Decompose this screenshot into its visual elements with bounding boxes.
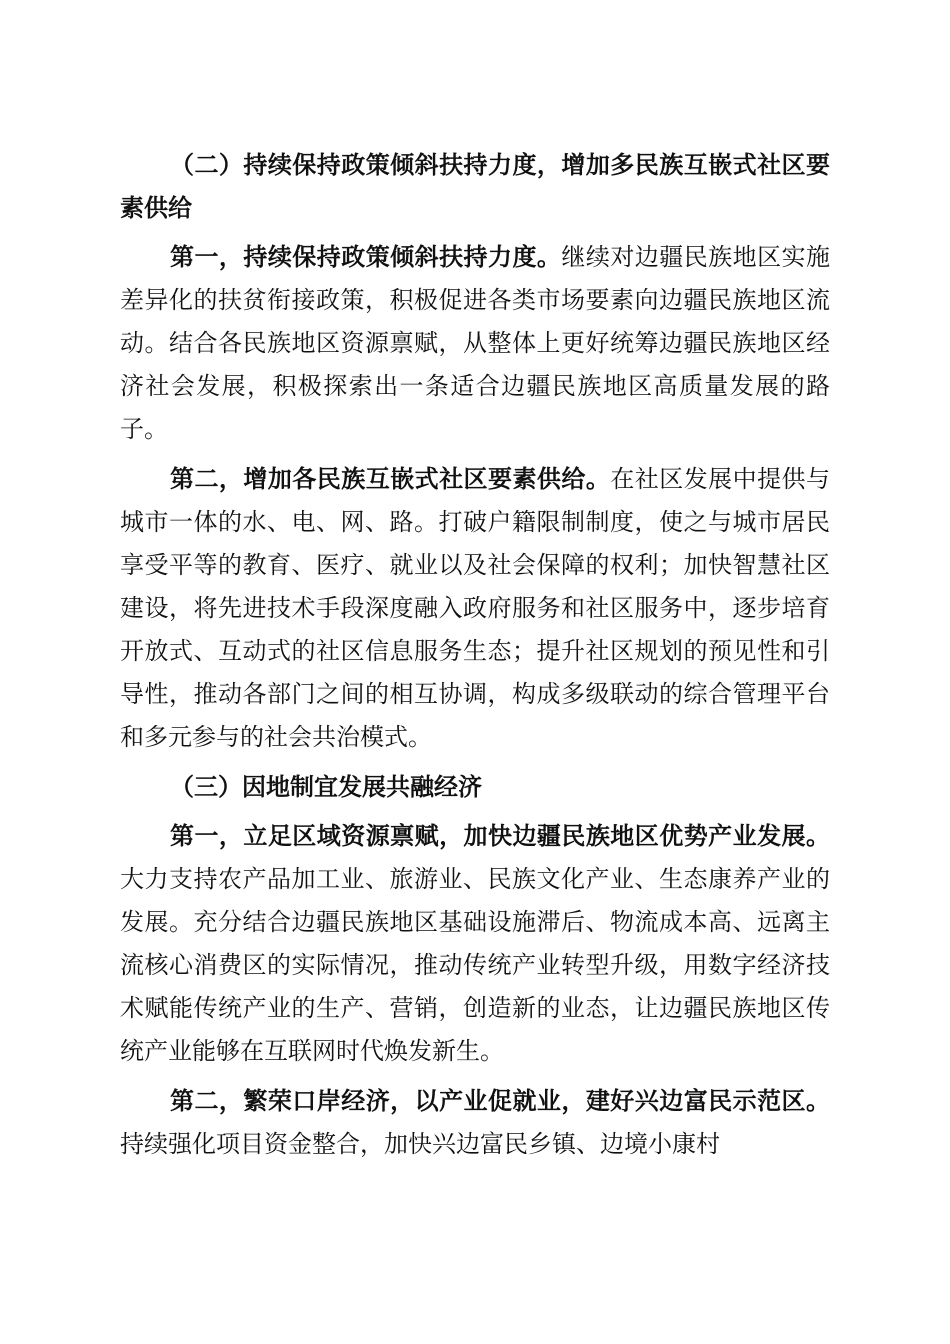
section-heading-2: [120, 143, 830, 229]
paragraph-policy-support-lead: 第一，持续保持政策倾斜扶持力度。: [170, 242, 562, 271]
section-heading-3: [120, 765, 830, 808]
paragraph-policy-support: [120, 235, 830, 451]
paragraph-regional-industry-body: 大力支持农产品加工业、旅游业、民族文化产业、生态康养产业的发展。充分结合边疆民族地区基础设施滞后、物流成本高、远离主流核心消费区的实际情况，推动传统产业转型升级，用数字经济技术赋能传统产业的生产、营销，创造新的业态，让边疆民族地区传统产业能够在互联网时代焕发新生。: [120, 865, 830, 1065]
paragraph-policy-support-body: 继续对边疆民族地区实施差异化的扶贫衔接政策，积极促进各类市场要素向边疆民族地区流动。结合各民族地区资源禀赋，从整体上更好统筹边疆民族地区经济社会发展，积极探索出一条适合边疆民族地区高质量发展的路子。: [120, 243, 831, 443]
paragraph-regional-industry: [120, 814, 830, 1073]
paragraph-regional-industry-lead: 第一，立足区域资源禀赋，加快边疆民族地区优势产业发展。: [170, 821, 830, 850]
section-heading-2-text: （二）持续保持政策倾斜扶持力度，增加多民族互嵌式社区要素供给: [120, 150, 830, 222]
document-body: [120, 143, 830, 1172]
paragraph-community-supply-lead: 第二，增加各民族互嵌式社区要素供给。: [170, 464, 611, 493]
paragraph-port-economy: [120, 1079, 830, 1166]
section-heading-3-text: （三）因地制宜发展共融经济: [170, 772, 482, 801]
paragraph-port-economy-body: 持续强化项目资金整合，加快兴边富民乡镇、边境小康村: [120, 1130, 720, 1158]
paragraph-community-supply: [120, 457, 830, 759]
paragraph-port-economy-lead: 第二，繁荣口岸经济，以产业促就业，建好兴边富民示范区。: [170, 1086, 830, 1115]
paragraph-community-supply-body: 在社区发展中提供与城市一体的水、电、网、路。打破户籍限制制度，使之与城市居民享受平等的教育、医疗、就业以及社会保障的权利；加快智慧社区建设，将先进技术手段深度融入政府服务和社区服务中，逐步培育开放式、互动式的社区信息服务生态；提升社区规划的预见性和引导性，推动各部门之间的相互协调，构成多级联动的综合管理平台和多元参与的社会共治模式。: [120, 465, 831, 751]
